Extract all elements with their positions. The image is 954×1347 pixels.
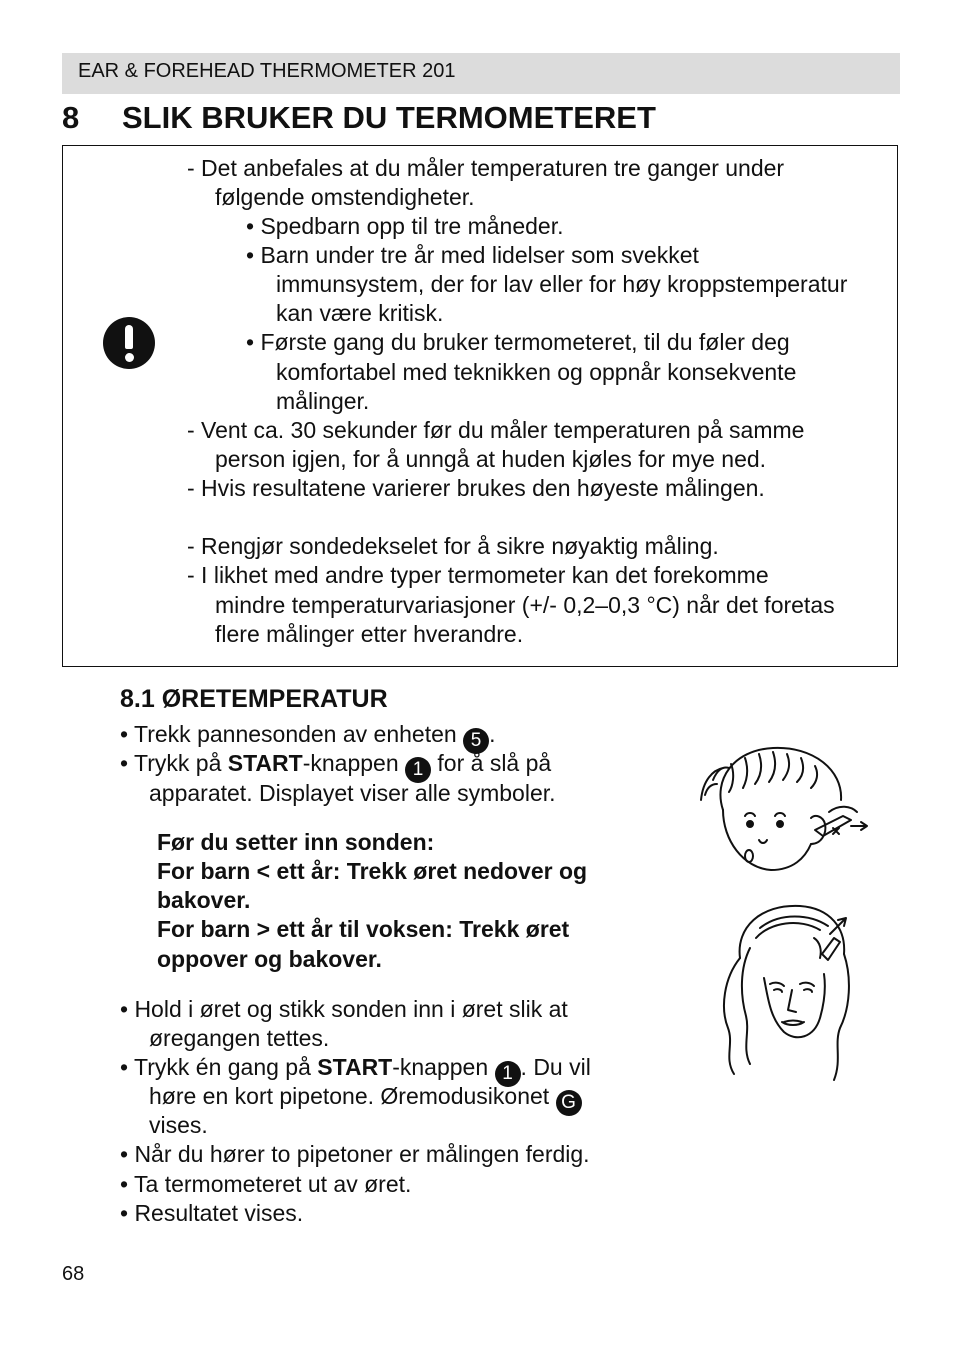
header-bar — [62, 53, 900, 94]
bullet-press-start-once: • Trykk én gang på START-knappen 1 . Du vil — [120, 1053, 591, 1087]
warning-line: komfortabel med teknikken og oppnår konsekvente — [276, 359, 797, 385]
page-number: 68 — [62, 1263, 85, 1285]
chapter-title: SLIK BRUKER DU TERMOMETERET — [122, 100, 656, 135]
ear-mode-icon-badge: G — [556, 1090, 582, 1116]
note-line: For barn < ett år: Trekk øret nedover og — [157, 858, 588, 884]
warning-line: - Vent ca. 30 sekunder før du måler temperaturen på samme — [187, 417, 805, 443]
warning-line: - Rengjør sondedekselet for å sikre nøyaktig måling. — [187, 533, 719, 559]
warning-line: immunsystem, der for lav eller for høy kroppstemperatur — [276, 271, 848, 297]
bullet-continuation: høre en kort pipetone. Øremodusikonet G — [149, 1082, 582, 1116]
start-button-badge: 1 — [495, 1061, 521, 1087]
bullet-remove: • Ta termometeret ut av øret. — [120, 1171, 412, 1197]
chapter-number: 8 — [62, 100, 80, 135]
section-title: 8.1 ØRETEMPERATUR — [120, 685, 388, 713]
note-line: For barn > ett år til voksen: Trekk øret — [157, 916, 570, 942]
start-button-badge: 1 — [405, 757, 431, 783]
chapter-heading — [62, 98, 656, 138]
bullet-result: • Resultatet vises. — [120, 1200, 304, 1226]
warning-line: - Hvis resultatene varierer brukes den høyeste målingen. — [187, 475, 765, 501]
note-line: Før du setter inn sonden: — [157, 829, 435, 855]
exclamation-icon — [103, 317, 155, 369]
adult-ear-illustration — [710, 898, 870, 1086]
warning-line: kan være kritisk. — [276, 300, 444, 326]
warning-line: person igjen, for å unngå at huden kjøles for mye ned. — [215, 446, 767, 472]
bullet-continuation: apparatet. Displayet viser alle symboler. — [149, 780, 556, 806]
bullet-insert-probe: • Hold i øret og stikk sonden inn i øret slik at — [120, 996, 568, 1022]
bullet-beeps: • Når du hører to pipetoner er målingen ferdig. — [120, 1141, 590, 1167]
bullet-remove-probe: • Trekk pannesonden av enheten 5 . — [120, 720, 495, 754]
warning-line: - I likhet med andre typer termometer kan det forekomme — [187, 562, 769, 588]
probe-number-badge: 5 — [463, 728, 489, 754]
bullet-continuation: øregangen tettes. — [149, 1025, 330, 1051]
warning-line: mindre temperaturvariasjoner (+/- 0,2–0,3 °C) når det foretas — [215, 592, 835, 618]
warning-line: - Det anbefales at du måler temperaturen tre ganger under — [187, 155, 785, 181]
child-ear-illustration — [693, 740, 873, 880]
bullet-press-start: • Trykk på START-knappen 1 for å slå på — [120, 749, 551, 783]
bullet-continuation: vises. — [149, 1112, 208, 1138]
warning-line: følgende omstendigheter. — [215, 184, 475, 210]
warning-line: • Barn under tre år med lidelser som svekket — [246, 242, 699, 268]
warning-line: målinger. — [276, 388, 370, 414]
note-line: oppover og bakover. — [157, 946, 382, 972]
warning-line: flere målinger etter hverandre. — [215, 621, 524, 647]
warning-line: • Spedbarn opp til tre måneder. — [246, 213, 564, 239]
header-title: EAR & FOREHEAD THERMOMETER 201 — [78, 60, 456, 82]
warning-line: • Første gang du bruker termometeret, til du føler deg — [246, 329, 790, 355]
note-line: bakover. — [157, 887, 251, 913]
